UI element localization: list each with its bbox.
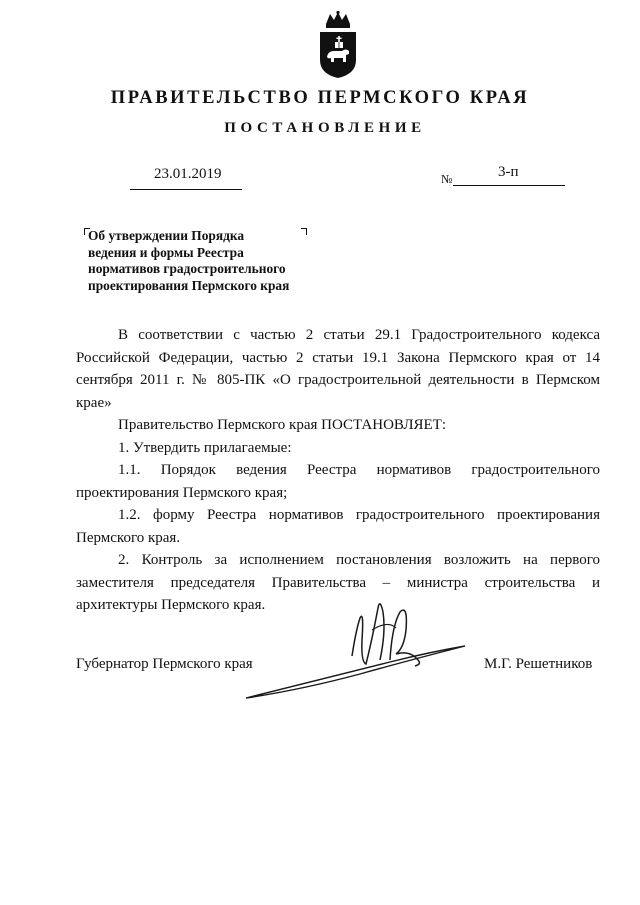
government-title: ПРАВИТЕЛЬСТВО ПЕРМСКОГО КРАЯ: [110, 88, 530, 108]
item-1-2-paragraph: 1.2. форму Реестра нормативов градостроительного проектирования Пермского края.: [76, 507, 600, 546]
document-type-title: ПОСТАНОВЛЕНИЕ: [224, 120, 426, 136]
signatory-name: М.Г. Решетников: [484, 656, 593, 672]
document-subject: [88, 228, 328, 294]
resolution-paragraph: Правительство Пермского края ПОСТАНОВЛЯЕТ:: [118, 417, 447, 433]
coat-of-arms-icon: [316, 10, 360, 80]
item-1-paragraph: 1. Утвердить прилагаемые:: [118, 440, 292, 456]
preamble-paragraph: В соответствии с частью 2 статьи 29.1 Градостроительного кодекса Российской Федерации, частью 2 статьи 19.1 Закона Пермского края от 14 сентября 2011 г. № 805-ПК «О градостроительной деятельности в Пермском крае»: [76, 327, 600, 411]
document-number: 3-п: [498, 164, 519, 180]
subject-line: проектирования Пермского края: [88, 277, 290, 293]
document-date: 23.01.2019: [154, 166, 222, 182]
item-1-1-paragraph: 1.1. Порядок ведения Реестра нормативов градостроительного проектирования Пермского края;: [76, 462, 600, 501]
subject-line: ведения и формы Реестра: [88, 244, 244, 260]
subject-line: Об утверждении Порядка: [88, 228, 245, 243]
number-label: №: [441, 172, 453, 186]
signatory-position: Губернатор Пермского края: [76, 656, 253, 672]
subject-line: нормативов градостроительного: [88, 261, 286, 276]
handwritten-signature: [240, 590, 480, 708]
item-2-paragraph: 2. Контроль за исполнением постановления возложить на первого заместителя председателя Правительства – министра строительства и архитектуры Пермского края.: [76, 552, 600, 613]
